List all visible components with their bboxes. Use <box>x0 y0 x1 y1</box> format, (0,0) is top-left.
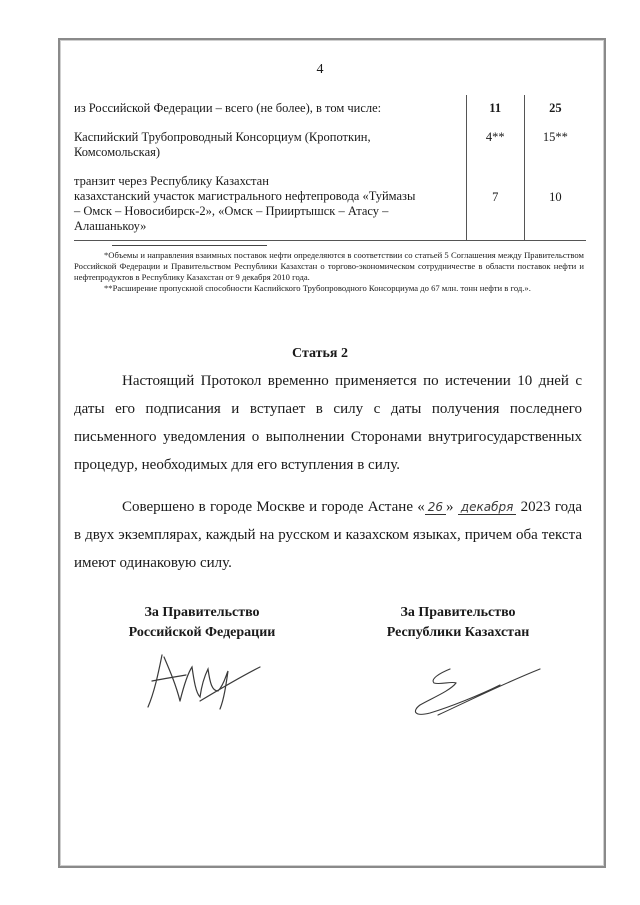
signatory-russia <box>102 603 302 643</box>
closing-text-end: 2023 года в двух экземплярах, каждый на русском и казахском языках, причем оба текста имеют одинаковую силу. <box>74 499 582 571</box>
table-cell-value: 25 <box>549 101 562 115</box>
article-title: Статья 2 <box>292 346 348 361</box>
handwritten-month: декабря <box>458 500 517 515</box>
table-cell-label <box>74 130 466 174</box>
closing-text-start: Совершено в городе Москве и городе Астане « <box>122 499 425 515</box>
signatory-kazakhstan <box>358 603 558 643</box>
signature-kazakhstan <box>400 655 550 725</box>
table-cell-label <box>74 174 466 241</box>
supply-volume-table <box>74 95 586 241</box>
signatory-line: Российской Федерации <box>128 625 276 640</box>
article-text: Настоящий Протокол временно применяется по истечении 10 дней с даты его подписания и вступает в силу с даты получения последнего письменного уведомления о выполнении Сторонами внутригосударственных процедур, необходимых для его вступления в силу. <box>74 373 582 473</box>
table-cell-label: из Российской Федерации – всего (не более), в том числе: <box>74 95 466 130</box>
article-paragraph <box>74 367 582 479</box>
table-cell-value: 4** <box>466 130 524 174</box>
label-line: – Омск – Новосибирск-2», «Омск – Прииртышск – Атасу – <box>74 204 389 218</box>
handwritten-day: 26 <box>425 500 446 515</box>
footnote: *Объемы и направления взаимных поставок нефти определяются в соответствии со статьей 5 Соглашения между Правительством Российской Федерации и Правительством Республики Казахстан о торгово-экономическом сотрудничестве в области поставок нефти и нефтепродуктов в Республику Казахстан от 9 декабря 2010 года. <box>74 250 584 282</box>
table-cell-value: 15** <box>542 130 568 144</box>
label-line: казахстанский участок магистрального нефтепровода «Туймазы <box>74 189 416 203</box>
signatory-line: За Правительство <box>400 605 516 620</box>
label-line: транзит через Республику Казахстан <box>74 174 269 188</box>
table-row <box>74 95 586 130</box>
closing-text-between: » <box>446 499 458 515</box>
signatory-line: За Правительство <box>144 605 260 620</box>
signature-russia <box>140 645 270 715</box>
table-cell-value: 11 <box>466 95 524 130</box>
footnote-separator <box>112 245 267 246</box>
label-line: Комсомольская) <box>74 145 161 159</box>
signatory-line: Республики Казахстан <box>386 625 530 640</box>
table-cell-value: 7 <box>466 174 524 241</box>
page-number: 4 <box>316 62 324 77</box>
footnotes <box>74 250 584 294</box>
label-line: Алашанькоу» <box>74 219 147 233</box>
label-line: Каспийский Трубопроводный Консорциум (Кропоткин, <box>74 130 371 144</box>
footnote: **Расширение пропускной способности Каспийского Трубопроводного Консорциума до 67 млн. тонн нефти в год.». <box>104 283 531 293</box>
closing-paragraph <box>74 493 582 577</box>
table-cell-value: 10 <box>524 174 586 241</box>
table-row <box>74 130 586 174</box>
table-row <box>74 174 586 241</box>
